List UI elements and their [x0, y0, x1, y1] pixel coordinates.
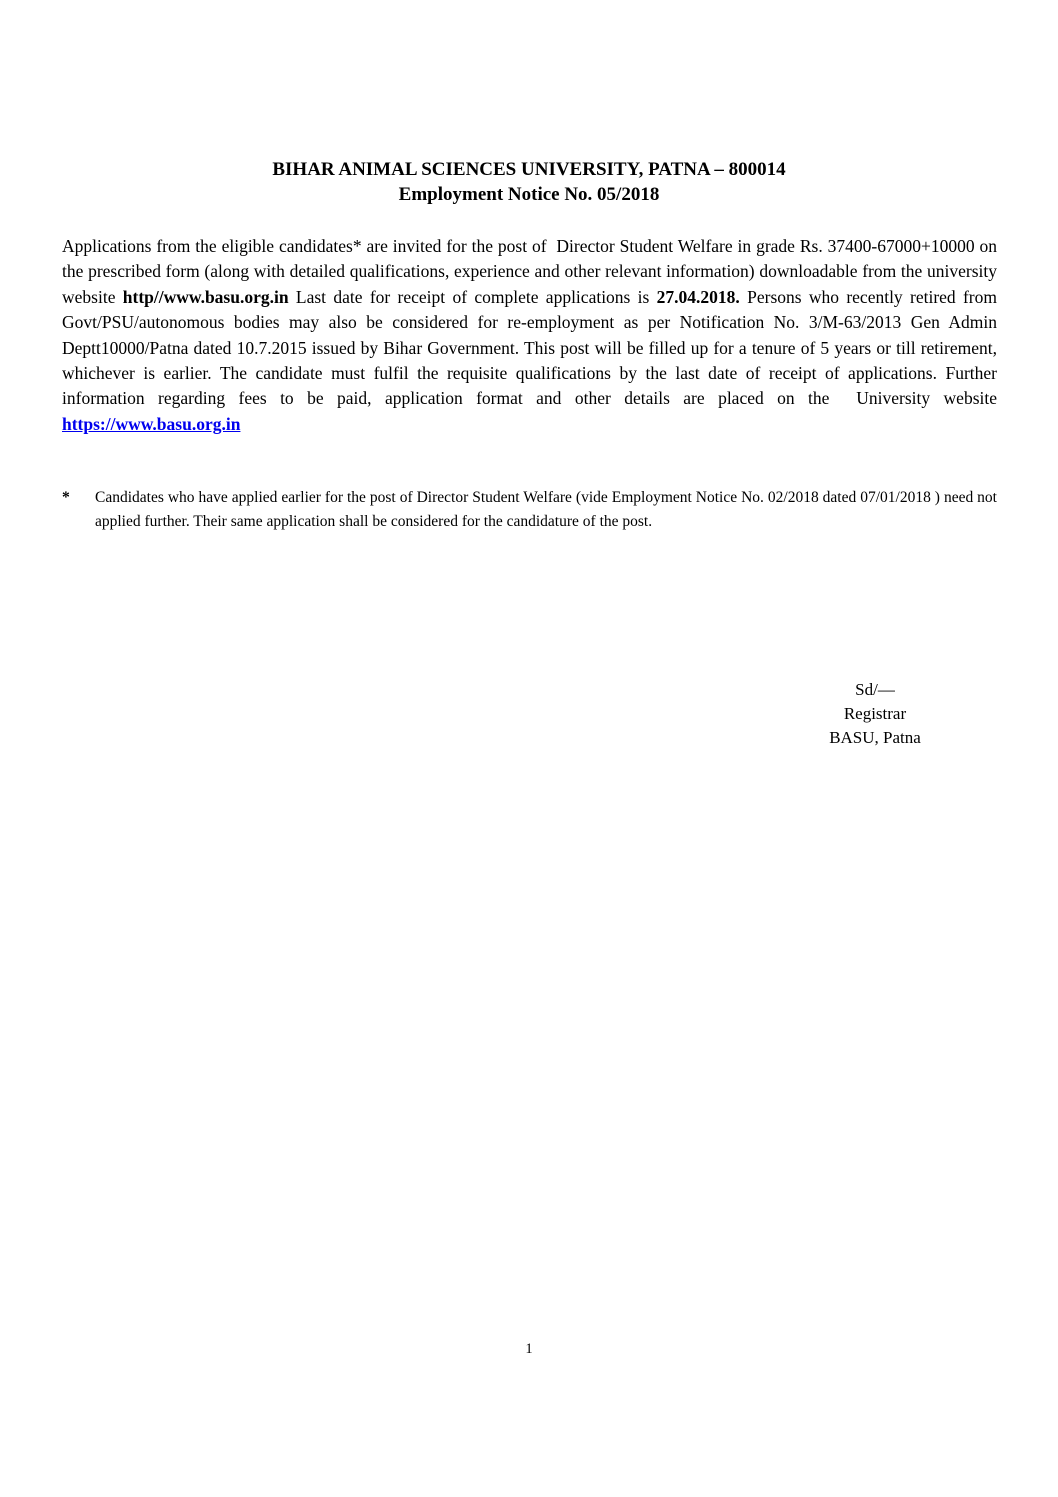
signature-organization: BASU, Patna	[829, 728, 921, 747]
body-segment-lastdate-lead: Last date for receipt of complete applications is	[288, 286, 657, 307]
title-line-university: BIHAR ANIMAL SCIENCES UNIVERSITY, PATNA – 800014	[272, 159, 786, 180]
notice-body-paragraph	[62, 234, 1002, 437]
body-segment-deadline-date: 27.04.2018.	[656, 286, 740, 307]
body-segment-intro: Applications from the eligible candidates* are invited for the post of Director Student Welfare in grade Rs. 37400-67000+10000 on the prescribed form (along with detailed qualifications, experience and other relevant information) downloadable from the university website	[62, 236, 1002, 307]
footnote-text: Candidates who have applied earlier for the post of Director Student Welfare (vide Employment Notice No. 02/2018 dated 07/01/2018 ) need not applied further. Their same application shall be considered for the candidature of the post.	[95, 489, 997, 531]
page-number: 1	[525, 1341, 533, 1357]
signature-designation: Registrar	[843, 704, 907, 723]
document-title	[0, 0, 1058, 207]
body-segment-website-plain: http//www.basu.org.in	[122, 286, 289, 307]
footnote-asterisk: *	[62, 489, 70, 507]
signature-sd-line: Sd/—	[855, 680, 895, 699]
title-line-notice-number: Employment Notice No. 05/2018	[398, 184, 660, 205]
signature-block	[770, 678, 980, 750]
body-segment-details: Persons who recently retired from Govt/PSU/autonomous bodies may also be considered for re-employment as per Notification No. 3/M-63/2013 Gen Admin Deptt10000/Patna dated 10.7.2015 issued by Bihar Government. This post will be filled up for a tenure of 5 years or till retirement, whichever is earlier. The candidate must fulfil the requisite qualifications by the last date of receipt of applications. Further information regarding fees to be paid, application format and other details are placed on the University website	[62, 286, 1002, 409]
university-website-link[interactable]: https://www.basu.org.in	[62, 413, 241, 434]
footnote	[62, 486, 997, 534]
